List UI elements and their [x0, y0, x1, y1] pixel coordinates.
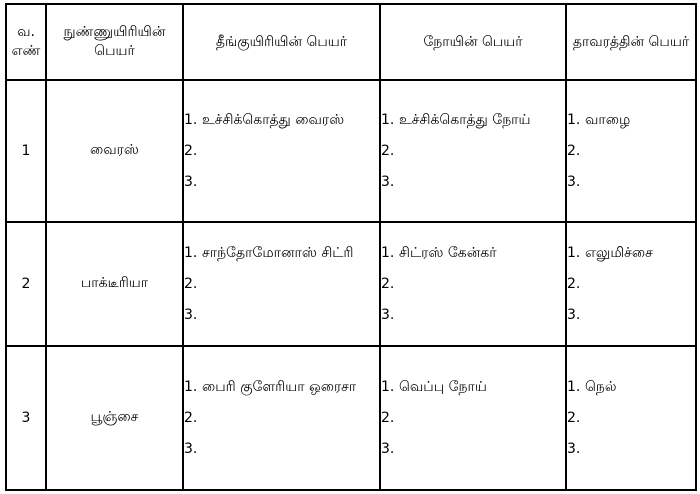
header-serial-number: வ. எண்	[6, 4, 46, 80]
header-disease-name: நோயின் பெயர்	[380, 4, 566, 80]
header-microbe-name: நுண்ணுயிரியின் பெயர்	[46, 4, 183, 80]
microbe-cell: பூஞ்சை	[46, 346, 183, 490]
pathogen-cell	[183, 80, 380, 222]
list-item: 2.	[184, 275, 198, 292]
list-item: 1. சிட்ரஸ் கேன்கர்	[381, 244, 497, 261]
plant-cell	[566, 80, 696, 222]
list-item: 1. சாந்தோமோனாஸ் சிட்ரி	[184, 244, 354, 261]
list-item: 3.	[567, 440, 581, 457]
header-pathogen-name: தீங்குயிரியின் பெயர்	[183, 4, 380, 80]
disease-cell	[380, 346, 566, 490]
list-item: 3.	[184, 173, 198, 190]
pathogen-cell	[183, 346, 380, 490]
list-item: 1. உச்சிக்கொத்து வைரஸ்	[184, 111, 345, 128]
disease-cell	[380, 80, 566, 222]
serial-number-cell: 3	[6, 346, 46, 490]
plant-cell	[566, 222, 696, 346]
list-item: 2.	[184, 142, 198, 159]
header-row	[6, 4, 696, 80]
list-item: 1. வெப்பு நோய்	[381, 378, 487, 395]
list-item: 1. நெல்	[567, 378, 617, 395]
list-item: 2.	[567, 409, 581, 426]
pathogen-cell	[183, 222, 380, 346]
disease-cell	[380, 222, 566, 346]
list-item: 2.	[567, 142, 581, 159]
list-item: 2.	[381, 409, 395, 426]
list-item: 3.	[381, 306, 395, 323]
serial-number-cell: 2	[6, 222, 46, 346]
table-row	[6, 346, 696, 490]
list-item: 2.	[184, 409, 198, 426]
list-item: 3.	[381, 173, 395, 190]
plant-cell	[566, 346, 696, 490]
microbe-cell: வைரஸ்	[46, 80, 183, 222]
serial-number-cell: 1	[6, 80, 46, 222]
header-plant-name: தாவரத்தின் பெயர்	[566, 4, 696, 80]
table-row	[6, 80, 696, 222]
list-item: 2.	[381, 275, 395, 292]
microbe-cell: பாக்டீரியா	[46, 222, 183, 346]
list-item: 3.	[567, 173, 581, 190]
list-item: 1. பைரி குளேரியா ஒரைசா	[184, 378, 357, 395]
list-item: 3.	[567, 306, 581, 323]
table-row	[6, 222, 696, 346]
list-item: 1. வாழை	[567, 111, 631, 128]
plant-disease-table	[5, 3, 697, 491]
list-item: 2.	[381, 142, 395, 159]
list-item: 3.	[184, 440, 198, 457]
list-item: 1. உச்சிக்கொத்து நோய்	[381, 111, 531, 128]
list-item: 2.	[567, 275, 581, 292]
list-item: 3.	[381, 440, 395, 457]
list-item: 3.	[184, 306, 198, 323]
list-item: 1. எலுமிச்சை	[567, 244, 653, 261]
